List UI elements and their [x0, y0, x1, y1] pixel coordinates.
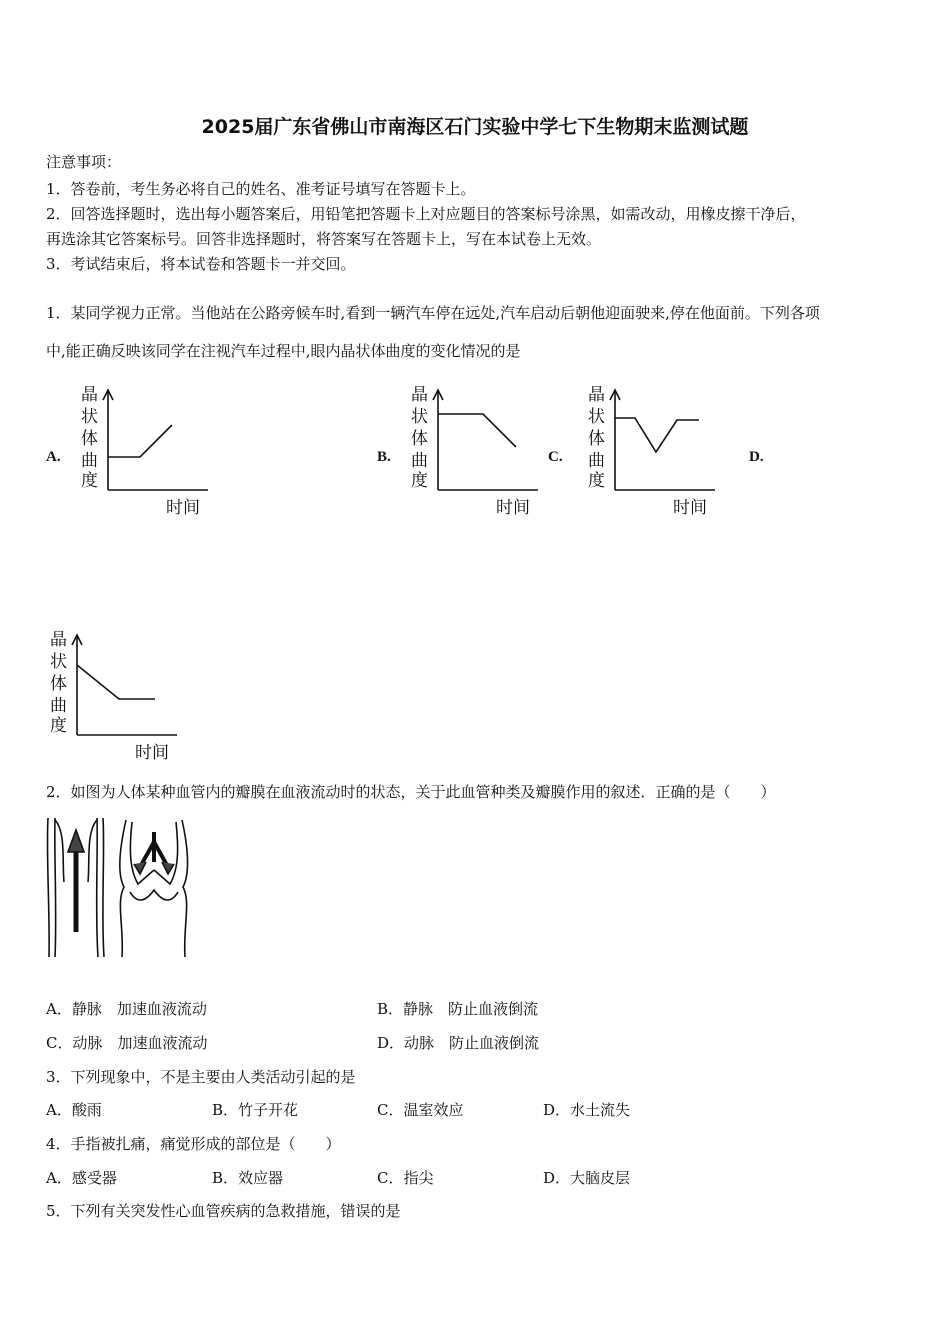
graph-ylabel-char: 体 [411, 429, 428, 449]
notice-heading: 注意事项： [46, 153, 122, 171]
graph-ylabel-char: 体 [81, 429, 98, 449]
q1-graph-d [47, 625, 187, 765]
q4-option-b[interactable]: B．效应器 [212, 1169, 284, 1187]
q3-option-d[interactable]: D．水土流失 [543, 1101, 631, 1119]
q4-stem: 4．手指被扎痛，痛觉形成的部位是（ ） [46, 1135, 341, 1153]
graph-ylabel-char: 晶 [81, 385, 98, 405]
graph-ylabel-char: 度 [411, 471, 428, 491]
graph-ylabel-char: 度 [50, 716, 67, 736]
q3-stem: 3．下列现象中，不是主要由人类活动引起的是 [46, 1068, 356, 1086]
graph-ylabel-char: 状 [50, 652, 67, 672]
graph-ylabel-char: 度 [588, 471, 605, 491]
graph-ylabel-char: 体 [588, 429, 605, 449]
q1-graph-b [408, 380, 548, 520]
q3-option-b[interactable]: B．竹子开花 [212, 1101, 299, 1119]
q1-stem-line2: 中,能正确反映该同学在注视汽车过程中,眼内晶状体曲度的变化情况的是 [46, 342, 521, 360]
graph-ylabel-char: 曲 [411, 451, 428, 471]
notice-item: 3．考试结束后，将本试卷和答题卡一并交回。 [46, 255, 356, 273]
q1-option-b-label[interactable]: B. [377, 449, 391, 465]
graph-ylabel-char: 曲 [588, 451, 605, 471]
graph-xlabel: 时间 [673, 498, 707, 518]
page-title: 2025届广东省佛山市南海区石门实验中学七下生物期末监测试题 [201, 116, 749, 138]
vein-valve-figure [46, 812, 191, 962]
q2-option-d[interactable]: D．动脉 防止血液倒流 [377, 1034, 540, 1052]
q1-graph-c [585, 380, 725, 520]
graph-ylabel-char: 状 [81, 407, 98, 427]
graph-ylabel-char: 曲 [81, 451, 98, 471]
graph-ylabel-char: 状 [411, 407, 428, 427]
graph-ylabel-char: 体 [50, 674, 67, 694]
q4-option-c[interactable]: C．指尖 [377, 1169, 434, 1187]
q4-option-a[interactable]: A．感受器 [46, 1169, 117, 1187]
notice-item: 再选涂其它答案标号。回答非选择题时，将答案写在答题卡上，写在本试卷上无效。 [46, 230, 602, 248]
q5-stem: 5．下列有关突发性心血管疾病的急救措施，错误的是 [46, 1202, 401, 1220]
graph-ylabel-char: 晶 [411, 385, 428, 405]
q2-option-a[interactable]: A．静脉 加速血液流动 [46, 1000, 207, 1018]
q2-option-c[interactable]: C．动脉 加速血液流动 [46, 1034, 208, 1052]
q3-option-c[interactable]: C．温室效应 [377, 1101, 464, 1119]
graph-ylabel-char: 晶 [50, 630, 67, 650]
q1-option-a-label[interactable]: A. [46, 449, 61, 465]
notice-item: 1．答卷前，考生务必将自己的姓名、准考证号填写在答题卡上。 [46, 180, 476, 198]
graph-xlabel: 时间 [135, 743, 169, 763]
q1-option-c-label[interactable]: C. [548, 449, 563, 465]
graph-ylabel-char: 度 [81, 471, 98, 491]
graph-xlabel: 时间 [496, 498, 530, 518]
q2-stem: 2．如图为人体某种血管内的瓣膜在血液流动时的状态，关于此血管种类及瓣膜作用的叙述．正确的是（ ） [46, 783, 776, 801]
q1-option-d-label[interactable]: D. [749, 449, 764, 465]
q2-option-b[interactable]: B．静脉 防止血液倒流 [377, 1000, 539, 1018]
q4-option-d[interactable]: D．大脑皮层 [543, 1169, 631, 1187]
graph-ylabel-char: 晶 [588, 385, 605, 405]
notice-item: 2．回答选择题时，选出每小题答案后，用铅笔把答题卡上对应题目的答案标号涂黑，如需改动，用橡皮擦干净后， [46, 205, 806, 223]
vessel-open-valve [47, 818, 104, 957]
vessel-closed-valve [120, 820, 188, 957]
q3-option-a[interactable]: A．酸雨 [46, 1101, 102, 1119]
q1-stem-line1: 1．某同学视力正常。当他站在公路旁候车时,看到一辆汽车停在远处,汽车启动后朝他迎面驶来,停在他面前。下列各项 [46, 304, 820, 322]
q1-graph-a [78, 380, 218, 520]
graph-ylabel-char: 状 [588, 407, 605, 427]
graph-xlabel: 时间 [166, 498, 200, 518]
graph-ylabel-char: 曲 [50, 696, 67, 716]
